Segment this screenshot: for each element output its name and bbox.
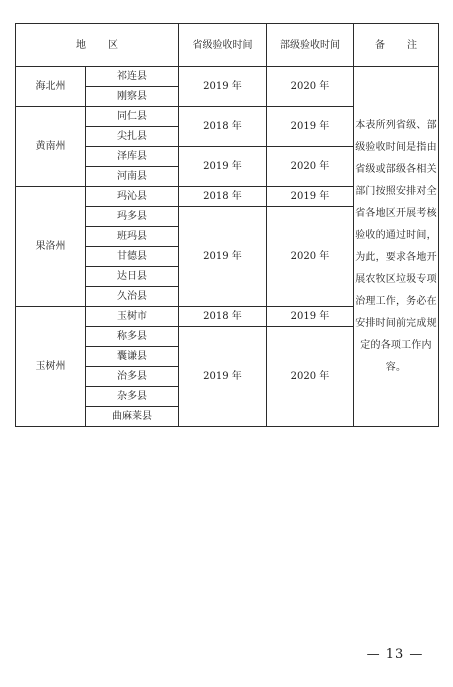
- county-cell: 尖扎县: [86, 127, 179, 147]
- county-cell: 甘德县: [86, 247, 179, 267]
- county-cell: 同仁县: [86, 107, 179, 127]
- prefecture-cell: 黄南州: [16, 107, 86, 187]
- county-cell: 治多县: [86, 367, 179, 387]
- header-ministry-time: 部级验收时间: [267, 24, 354, 67]
- header-region: [16, 24, 179, 67]
- ministry-year-cell: 2019 年: [267, 107, 354, 147]
- county-cell: 久治县: [86, 287, 179, 307]
- ministry-year-cell: 2020 年: [267, 327, 354, 427]
- county-cell: 玛多县: [86, 207, 179, 227]
- ministry-year-cell: 2020 年: [267, 207, 354, 307]
- prefecture-cell: 果洛州: [16, 187, 86, 307]
- remark-cell: 本表所列省级、部级验收时间是指由省级或部级各相关部门按照安排对全省各地区开展考核验收的通过时间，为此，要求各地开展农牧区垃圾专项治理工作，务必在安排时间前完成规定的各项工作内容。: [354, 67, 439, 427]
- province-year-cell: 2019 年: [179, 147, 267, 187]
- acceptance-schedule-table: [15, 23, 439, 427]
- county-cell: 刚察县: [86, 87, 179, 107]
- header-region-char-2: 区: [108, 39, 118, 51]
- ministry-year-cell: 2020 年: [267, 147, 354, 187]
- page-number: — 13 —: [366, 647, 424, 662]
- ministry-year-cell: 2020 年: [267, 67, 354, 107]
- county-cell: 祁连县: [86, 67, 179, 87]
- county-cell: 玉树市: [86, 307, 179, 327]
- header-remark-char-2: 注: [407, 39, 417, 51]
- province-year-cell: 2019 年: [179, 327, 267, 427]
- province-year-cell: 2018 年: [179, 107, 267, 147]
- county-cell: 达日县: [86, 267, 179, 287]
- county-cell: 河南县: [86, 167, 179, 187]
- province-year-cell: 2018 年: [179, 307, 267, 327]
- province-year-cell: 2019 年: [179, 67, 267, 107]
- ministry-year-cell: 2019 年: [267, 307, 354, 327]
- county-cell: 杂多县: [86, 387, 179, 407]
- county-cell: 囊谦县: [86, 347, 179, 367]
- table-row: [16, 67, 439, 87]
- header-province-time: 省级验收时间: [179, 24, 267, 67]
- county-cell: 曲麻莱县: [86, 407, 179, 427]
- county-cell: 称多县: [86, 327, 179, 347]
- prefecture-cell: 玉树州: [16, 307, 86, 427]
- province-year-cell: 2018 年: [179, 187, 267, 207]
- ministry-year-cell: 2019 年: [267, 187, 354, 207]
- prefecture-cell: 海北州: [16, 67, 86, 107]
- county-cell: 玛沁县: [86, 187, 179, 207]
- province-year-cell: 2019 年: [179, 207, 267, 307]
- county-cell: 班玛县: [86, 227, 179, 247]
- header-region-char-1: 地: [76, 39, 86, 51]
- header-remark: [354, 24, 439, 67]
- county-cell: 泽库县: [86, 147, 179, 167]
- table-header-row: [16, 24, 439, 67]
- header-remark-char-1: 备: [375, 39, 385, 51]
